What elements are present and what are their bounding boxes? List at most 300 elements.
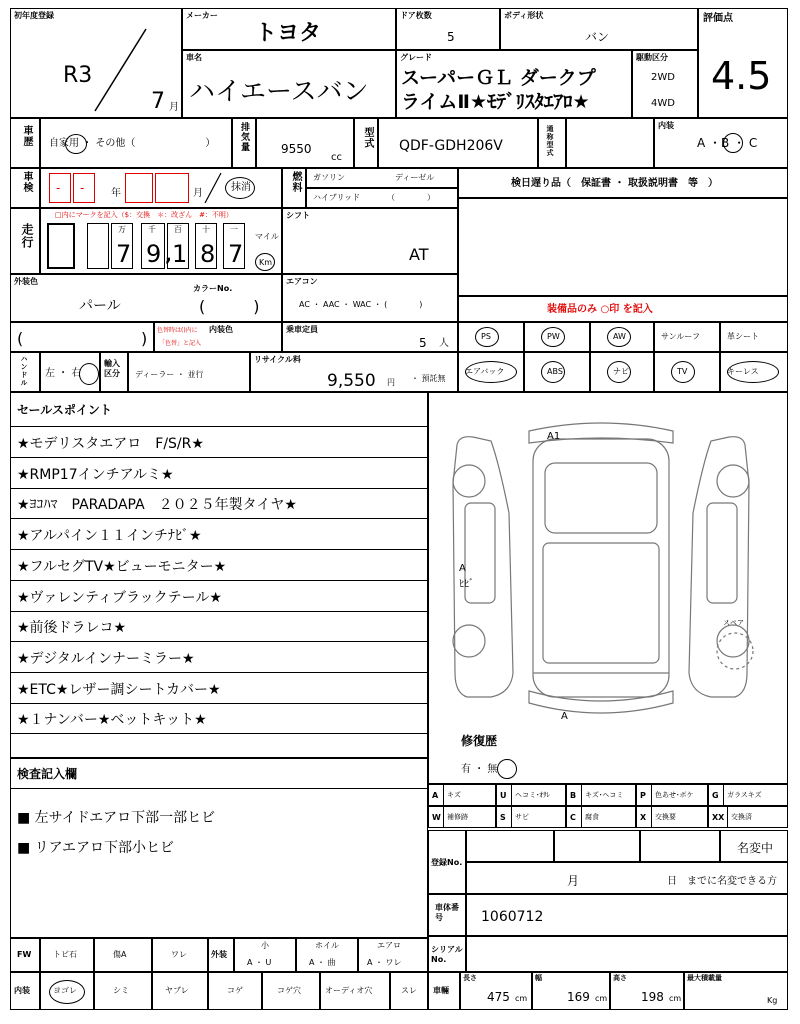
model-value: ハイエースバン xyxy=(189,77,369,107)
ac-label: エアコン xyxy=(286,277,318,286)
history-circle-mark xyxy=(65,134,87,154)
common-type-label: 通称型式 xyxy=(546,125,554,157)
width-value: 169 xyxy=(567,990,590,1004)
sales-point-text: ★フルセグTV★ビューモニター★ xyxy=(17,558,227,575)
type-value: QDF-GDH206V xyxy=(399,138,503,154)
mileage-digit-box-5 xyxy=(195,223,217,269)
model-label: 車名 xyxy=(186,53,202,62)
registration-box-1 xyxy=(466,830,554,862)
width-cell xyxy=(532,972,610,1010)
inspection-note-text: ■ リアエアロ下部小ヒビ xyxy=(17,840,174,856)
legend-separator xyxy=(511,785,512,805)
handle-label-cell xyxy=(10,352,40,392)
import-label: 輸入区分 xyxy=(104,359,120,378)
legend-text: ガラスキズ xyxy=(727,791,762,799)
chassis-value: 1060712 xyxy=(481,909,544,925)
equip-circle xyxy=(671,361,695,383)
legend-text: キズ･ヘコミ xyxy=(585,791,624,799)
sales-point-row xyxy=(11,611,427,642)
color-change-paren-close: ) xyxy=(141,329,148,348)
height-cell xyxy=(610,972,684,1010)
color-no-label: カラーNo. xyxy=(193,284,233,293)
grade-label: グレード xyxy=(400,53,432,62)
legend-code: W xyxy=(432,813,441,822)
legend-text: 色あせ･ボケ xyxy=(655,791,694,799)
registration-box-2 xyxy=(554,830,640,862)
mark-hibi: ﾋﾋﾞ xyxy=(459,579,474,590)
common-type-value-cell xyxy=(566,118,654,168)
sales-point-text: ★アルパイン１１インチﾅﾋﾞ★ xyxy=(17,528,202,545)
capacity-value: 5 xyxy=(419,336,427,350)
model-cell xyxy=(182,50,396,118)
legend-separator xyxy=(727,807,728,827)
sales-points-header-row xyxy=(11,393,427,427)
body-value: バン xyxy=(585,30,610,44)
equip-circle xyxy=(541,327,565,347)
inspection-label-cell xyxy=(10,168,40,208)
grade-cell xyxy=(396,50,632,118)
handle-value: 左 ・ 右 xyxy=(45,368,82,379)
history-label-cell xyxy=(10,118,40,168)
equip-label: AW xyxy=(613,332,626,341)
yogore-circle xyxy=(49,980,85,1004)
body-label: ボディ形状 xyxy=(504,11,544,20)
inspection-expired: 抹消 xyxy=(231,182,251,193)
aero-values: A ・ ワレ xyxy=(367,958,402,967)
kizu-cell xyxy=(94,938,152,972)
inspection-year-unit: 年 xyxy=(111,188,121,199)
koge-label: コゲ xyxy=(227,986,243,995)
equip-circle xyxy=(475,327,499,347)
import-value-cell xyxy=(128,352,250,392)
registration-label-cell xyxy=(428,830,466,894)
sales-point-text: ★前後ドラレコ★ xyxy=(17,620,127,637)
equipment-docs: 検日遅り品（ 保証書 ・ 取扱説明書 等 ） xyxy=(511,178,718,189)
legend-text: ヘコミ･ｵｻﾚ xyxy=(515,791,550,799)
mileage-label-cell xyxy=(10,208,40,274)
equip-label: エアバック xyxy=(465,367,505,376)
recycle-cell xyxy=(250,352,458,392)
height-value: 198 xyxy=(641,990,664,1004)
mileage-digit-4: 8 xyxy=(200,240,216,268)
sales-point-text: ★デジタルインナーミラー★ xyxy=(17,650,195,667)
inspection-label: 車検 xyxy=(21,171,32,193)
legend-cell xyxy=(428,806,496,828)
naiso-cell xyxy=(10,972,40,1010)
mark-a-bottom: A xyxy=(561,711,568,722)
inspection-value-cell xyxy=(40,168,282,208)
equip-cell-2-1 xyxy=(524,352,590,392)
displacement-unit: cc xyxy=(331,152,342,163)
first-reg-month-unit: 月 xyxy=(169,102,179,113)
mileage-digit-box-0 xyxy=(47,223,75,269)
legend-cell xyxy=(496,784,566,806)
audio-ana-cell xyxy=(320,972,390,1010)
legend-text: サビ xyxy=(515,813,529,821)
sales-point-row xyxy=(11,642,427,673)
handle-value-cell xyxy=(40,352,100,392)
inner-color-cell xyxy=(154,322,282,352)
color-no-value: ( ) xyxy=(199,297,260,316)
name-change: 名変中 xyxy=(737,841,774,855)
equip-cell-2-3 xyxy=(654,352,720,392)
chassis-label-cell xyxy=(428,894,466,936)
interior-grade-cell xyxy=(654,118,788,168)
mileage-digit-2: 9 xyxy=(146,240,162,268)
vehicle-diagram xyxy=(429,393,787,783)
registration-month-unit: 月 xyxy=(567,874,580,888)
sales-point-row xyxy=(11,673,427,704)
legend-text: 交換済 xyxy=(731,813,752,821)
legend-separator xyxy=(581,807,582,827)
import-value: ディーラー ・ 並行 xyxy=(135,370,204,379)
wheel-values: A ・ 曲 xyxy=(309,958,336,967)
spare-label: スペア xyxy=(723,619,744,627)
legend-text: 交換要 xyxy=(655,813,676,821)
length-value: 475 xyxy=(487,990,510,1004)
max-load-unit: Kg xyxy=(767,996,778,1005)
mileage-unit-km: Km xyxy=(259,258,273,267)
repair-label: 修復歴 xyxy=(461,734,498,748)
drive-4wd: 4WD xyxy=(651,98,675,109)
fuel-row-1 xyxy=(306,168,458,188)
interior-label: 内装 xyxy=(658,121,674,130)
equip-cell-2-4 xyxy=(720,352,788,392)
koge-ana-label: コゲ穴 xyxy=(277,986,301,995)
slash-mark xyxy=(91,27,151,115)
handle-label: ハンドル xyxy=(20,355,28,387)
grade-line-2: ライムⅡ★ﾓﾃﾞﾘｽﾀｴｱﾛ★ xyxy=(401,91,590,113)
small-values: A ・ U xyxy=(247,958,272,967)
doors-cell xyxy=(396,8,500,50)
sales-point-row xyxy=(11,581,427,612)
mileage-unit-4: 十 xyxy=(202,225,210,234)
koge-cell xyxy=(208,972,262,1010)
fuel-label: 燃料 xyxy=(290,171,301,193)
sales-point-row xyxy=(11,703,427,734)
serial-label-cell xyxy=(428,936,466,972)
yabure-cell xyxy=(152,972,208,1010)
legend-code: X xyxy=(640,813,647,822)
maker-cell xyxy=(182,8,396,50)
koge-ana-cell xyxy=(262,972,320,1010)
serial-value-cell xyxy=(466,936,788,972)
mileage-comma: , xyxy=(165,245,172,266)
ware-cell xyxy=(152,938,208,972)
yabure-label: ヤブレ xyxy=(165,986,189,995)
inspection-note-row xyxy=(11,835,427,863)
gaiso-cell xyxy=(208,938,234,972)
equip-circle xyxy=(465,361,517,383)
width-label: 幅 xyxy=(535,974,542,982)
sales-point-row xyxy=(11,550,427,581)
legend-cell xyxy=(708,806,788,828)
legend-code: B xyxy=(570,791,577,800)
equip-cell-2-0 xyxy=(458,352,524,392)
legend-code: C xyxy=(570,813,576,822)
legend-separator xyxy=(651,807,652,827)
first-reg-label: 初年度登録 xyxy=(14,11,54,20)
type-label: 型式 xyxy=(362,127,373,149)
equip-label: PW xyxy=(547,332,560,341)
yogore-cell xyxy=(40,972,94,1010)
tobiishi-label: トビ石 xyxy=(53,950,77,959)
displacement-label: 排気量 xyxy=(239,122,249,152)
capacity-cell xyxy=(282,322,458,352)
legend-code: XX xyxy=(712,813,725,822)
grade-line-1: スーパーＧＬ ダークプ xyxy=(401,67,596,89)
inspection-month-unit: 月 xyxy=(193,188,203,199)
ac-cell xyxy=(282,274,458,322)
mileage-value-cell xyxy=(40,208,282,274)
sales-point-text: ★ETC★レザー調シートカバー★ xyxy=(17,681,221,698)
inspection-note-row xyxy=(11,805,427,833)
dimensions-label-cell xyxy=(428,972,460,1010)
legend-cell xyxy=(636,806,708,828)
mileage-unit-3: 百 xyxy=(174,225,182,234)
capacity-unit: 人 xyxy=(439,338,449,349)
wheel-cell xyxy=(296,938,358,972)
equip-cell-1-0 xyxy=(458,322,524,352)
history-label: 車歴 xyxy=(21,125,32,147)
maker-label: メーカー xyxy=(186,11,218,20)
inspection-box-2: - xyxy=(73,173,95,203)
fuel-gasoline: ガソリン xyxy=(313,173,345,182)
mileage-unit-1: 万 xyxy=(118,225,126,234)
length-label: 長さ xyxy=(463,974,477,982)
equip-circle xyxy=(541,361,565,383)
handle-circle xyxy=(79,363,99,385)
equip-label: 革シート xyxy=(727,332,759,341)
registration-date-cell xyxy=(466,862,788,894)
fuel-other: （ ） xyxy=(387,193,435,202)
registration-day-text: 日 までに名変できる方 xyxy=(667,876,777,887)
legend-code: A xyxy=(432,791,439,800)
equip-cell-1-2 xyxy=(590,322,654,352)
outer-color-value: パール xyxy=(79,298,121,314)
inspection-slash xyxy=(203,171,223,205)
legend-code: G xyxy=(712,791,719,800)
sales-point-text: ★ﾖｺﾊﾏ PARADAPA ２０２５年製タイヤ★ xyxy=(17,497,297,514)
interior-grade-circle xyxy=(723,133,743,153)
mileage-unit-mile: マイル xyxy=(255,232,279,241)
legend-text: キズ xyxy=(447,791,461,799)
mileage-digit-3: 1 xyxy=(172,240,188,268)
small-cell xyxy=(234,938,296,972)
sales-point-row xyxy=(11,458,427,489)
equip-circle xyxy=(607,361,631,383)
legend-cell xyxy=(708,784,788,806)
type-label-cell xyxy=(354,118,378,168)
legend-code: U xyxy=(500,791,507,800)
sales-point-row xyxy=(11,519,427,550)
sales-point-row xyxy=(11,427,427,458)
color-change-paren: ( xyxy=(17,329,24,348)
maker-value: トヨタ xyxy=(255,21,322,46)
fw-label: FW xyxy=(17,950,32,959)
inspection-box-3 xyxy=(125,173,153,203)
sure-cell xyxy=(390,972,428,1010)
equip-label: ナビ xyxy=(613,367,629,376)
legend-text: 腐食 xyxy=(585,813,599,821)
first-reg-era: R3 xyxy=(63,63,93,88)
equip-circle xyxy=(607,327,631,347)
registration-box-3 xyxy=(640,830,720,862)
score-label: 評価点 xyxy=(703,13,733,24)
equip-circle xyxy=(727,361,779,383)
mileage-label: 走行 xyxy=(20,223,34,249)
inspection-box-4 xyxy=(155,173,189,203)
sure-label: スレ xyxy=(401,986,417,995)
fuel-diesel: ディーゼル xyxy=(395,173,435,182)
first-registration-cell xyxy=(10,8,182,118)
legend-separator xyxy=(511,807,512,827)
legend-cell xyxy=(566,806,636,828)
color-change-note-1: 色替時は()内に xyxy=(157,327,198,334)
displacement-label-cell xyxy=(232,118,256,168)
drive-cell xyxy=(632,50,698,118)
score-cell xyxy=(698,8,788,118)
sales-point-text: ★RMP17インチアルミ★ xyxy=(17,466,174,483)
equip-header-cell xyxy=(458,296,788,322)
docs-empty-area xyxy=(458,198,788,296)
mileage-digit-5: 7 xyxy=(228,240,244,268)
body-cell xyxy=(500,8,698,50)
fw-cell xyxy=(10,938,40,972)
legend-separator xyxy=(443,785,444,805)
yogore-label: ヨゴレ xyxy=(53,986,77,995)
legend-cell xyxy=(636,784,708,806)
shift-cell xyxy=(282,208,458,274)
fuel-row-2 xyxy=(306,188,458,208)
repair-none-circle xyxy=(497,759,517,779)
sales-points-panel xyxy=(10,392,428,758)
type-value-cell xyxy=(378,118,538,168)
sales-point-text: ★１ナンバー★ベットキット★ xyxy=(17,712,207,729)
legend-cell xyxy=(566,784,636,806)
ac-values: AC ・ AAC ・ WAC ・ ( ) xyxy=(299,300,423,309)
sales-point-row xyxy=(11,488,427,519)
mileage-digit-box-1 xyxy=(87,223,109,269)
mileage-digit-box-2 xyxy=(111,223,133,269)
fuel-label-cell xyxy=(282,168,306,208)
outer-color-label: 外装色 xyxy=(14,277,38,286)
equip-cell-1-4 xyxy=(720,322,788,352)
equip-header: 装備品のみ ○印 を記入 xyxy=(547,304,653,315)
length-unit: cm xyxy=(515,994,528,1003)
doors-label: ドア枚数 xyxy=(400,11,432,20)
inspection-note-text: ■ 左サイドエアロ下部一部ヒビ xyxy=(17,810,216,826)
first-reg-month: 7 xyxy=(151,89,165,114)
equip-cell-1-3 xyxy=(654,322,720,352)
legend-separator xyxy=(651,785,652,805)
shift-label: シフト xyxy=(286,211,310,220)
aero-cell xyxy=(358,938,428,972)
max-load-cell xyxy=(684,972,788,1010)
wheel-label: ホイル xyxy=(315,941,339,950)
doors-value: 5 xyxy=(447,30,455,44)
legend-text: 補修跡 xyxy=(447,813,468,821)
equip-label: ABS xyxy=(547,367,563,376)
registration-label: 登録No. xyxy=(431,858,463,867)
inspection-notes-header-row xyxy=(11,759,427,789)
mark-a1: A1 xyxy=(547,431,561,442)
drive-label: 駆動区分 xyxy=(636,53,668,62)
shimi-label: シミ xyxy=(113,986,129,995)
width-unit: cm xyxy=(595,994,608,1003)
audio-ana-label: オーディオ穴 xyxy=(325,986,373,995)
color-change-note-2: 「色替」と記入 xyxy=(159,340,202,347)
inspection-notes-header: 検査記入欄 xyxy=(17,767,78,781)
mileage-digit-box-6 xyxy=(223,223,245,269)
legend-code: P xyxy=(640,791,646,800)
score-value: 4.5 xyxy=(711,54,772,98)
capacity-label: 乗車定員 xyxy=(286,325,318,334)
recycle-deposit: ・ 預託無 xyxy=(411,374,446,383)
recycle-value: 9,550 xyxy=(327,371,376,391)
inspection-notes-panel xyxy=(10,758,428,938)
serial-label: シリアルNo. xyxy=(431,945,463,965)
equip-label: TV xyxy=(677,367,688,376)
small-label: 小 xyxy=(261,941,269,950)
ware-label: ワレ xyxy=(171,950,187,959)
chassis-value-cell xyxy=(466,894,788,936)
vehicle-diagram-panel xyxy=(428,392,788,784)
legend-code: S xyxy=(500,813,506,822)
color-change-cell xyxy=(10,322,154,352)
legend-cell xyxy=(428,784,496,806)
naiso-label: 内装 xyxy=(14,986,30,995)
recycle-unit: 円 xyxy=(387,378,395,387)
displacement-value: 9550 xyxy=(281,142,312,156)
docs-cell xyxy=(458,168,788,198)
legend-separator xyxy=(723,785,724,805)
shift-value: AT xyxy=(409,245,429,264)
interior-grades: A ・B ・ C xyxy=(697,136,758,150)
import-label-cell xyxy=(100,352,128,392)
mileage-unit-2: 千 xyxy=(148,225,156,234)
aero-label: エアロ xyxy=(377,941,401,950)
mileage-unit-5: 一 xyxy=(230,225,238,234)
legend-cell xyxy=(496,806,566,828)
inspection-box-1: - xyxy=(49,173,71,203)
equip-label: サンルーフ xyxy=(661,332,700,341)
dimensions-label: 車輛 xyxy=(433,986,449,995)
equip-cell-2-2 xyxy=(590,352,654,392)
gaiso-label: 外装 xyxy=(211,950,227,959)
equip-cell-1-1 xyxy=(524,322,590,352)
max-load-label: 最大積載量 xyxy=(687,974,722,982)
equip-label: PS xyxy=(481,332,491,341)
tobiishi-cell xyxy=(40,938,94,972)
height-label: 高さ xyxy=(613,974,627,982)
sales-point-text: ★ヴァレンティブラックテール★ xyxy=(17,589,222,606)
chassis-label: 車体番号 xyxy=(435,903,459,923)
mileage-digit-1: 7 xyxy=(116,240,132,268)
mileage-note: □内にマークを記入（$：交換 ＊：改ざん #：不明） xyxy=(55,211,233,219)
legend-separator xyxy=(581,785,582,805)
equip-label: キーレス xyxy=(727,367,759,376)
expired-circle xyxy=(225,177,255,199)
history-value-cell xyxy=(40,118,232,168)
km-circle xyxy=(255,253,275,271)
fuel-hybrid: ハイブリッド xyxy=(313,193,361,202)
repair-value: 有 ・ 無 xyxy=(461,764,498,775)
name-change-cell xyxy=(720,830,788,862)
sales-points-header: セールスポイント xyxy=(17,403,112,417)
inner-color-label: 内装色 xyxy=(209,325,233,334)
recycle-label: リサイクル料 xyxy=(254,355,301,364)
